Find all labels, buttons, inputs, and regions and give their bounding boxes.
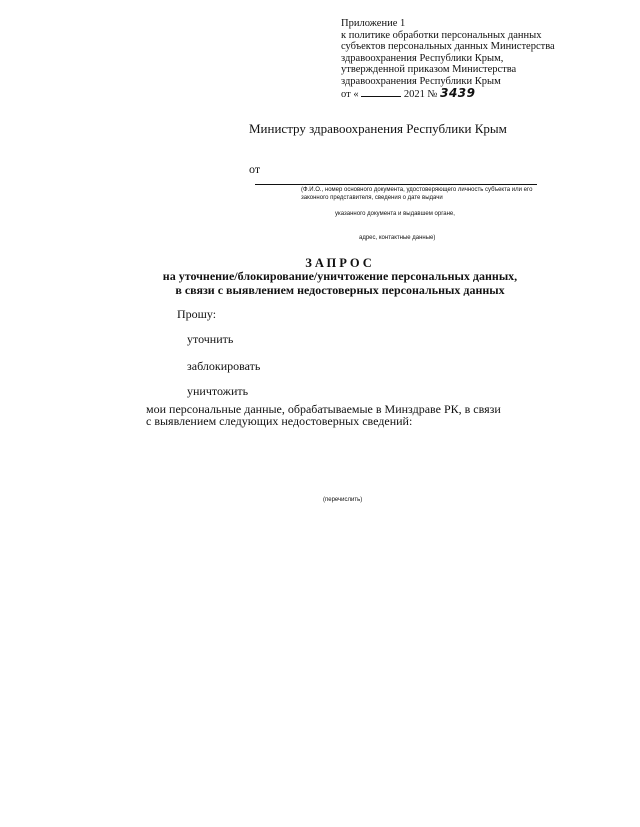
body-paragraph: мои персональные данные, обрабатываемые в Минздраве РК, в связи <box>146 402 501 416</box>
order-date-line <box>341 85 611 101</box>
appendix-line: к политике обработки персональных данных <box>341 29 542 41</box>
body-paragraph: с выявлением следующих недостоверных сведений: <box>146 414 413 428</box>
request-label: Прошу: <box>177 307 217 321</box>
from-label: от <box>249 162 261 176</box>
appendix-header <box>341 18 611 100</box>
date-year: 2021 № <box>403 88 438 100</box>
appendix-line: субъектов персональных данных Министерства <box>341 41 555 53</box>
document-subtitle: на уточнение/блокирование/уничтожение персональных данных, <box>162 269 518 283</box>
appendix-line: утвержденной приказом Министерства <box>341 64 517 76</box>
option-block: заблокировать <box>187 359 261 373</box>
addressee: Министру здравоохранения Республики Крым <box>249 121 507 136</box>
hint-line: указанного документа и выдавшем органе, <box>335 211 455 217</box>
date-blank <box>361 88 401 97</box>
applicant-hint <box>301 187 532 202</box>
hint-line: законного представителя, сведения о дате выдачи <box>301 194 443 201</box>
hint-line: адрес, контактные данные) <box>359 235 436 241</box>
hint-line: (Ф.И.О., номер основного документа, удостоверяющего личность субъекта или его <box>301 187 533 193</box>
handwritten-order-number: 3439 <box>440 85 476 100</box>
appendix-line: Приложение 1 <box>341 18 406 29</box>
option-destroy: уничтожить <box>187 384 249 398</box>
appendix-line: здравоохранения Республики Крым <box>341 75 501 87</box>
list-hint: (перечислить) <box>323 497 363 503</box>
document-subtitle: в связи с выявлением недостоверных персональных данных <box>175 283 505 297</box>
option-clarify: уточнить <box>187 332 234 346</box>
from-fill-line <box>255 184 537 185</box>
document-title: ЗАПРОС <box>305 256 375 270</box>
appendix-line: здравоохранения Республики Крым, <box>341 52 504 64</box>
date-prefix: от « <box>341 88 359 100</box>
